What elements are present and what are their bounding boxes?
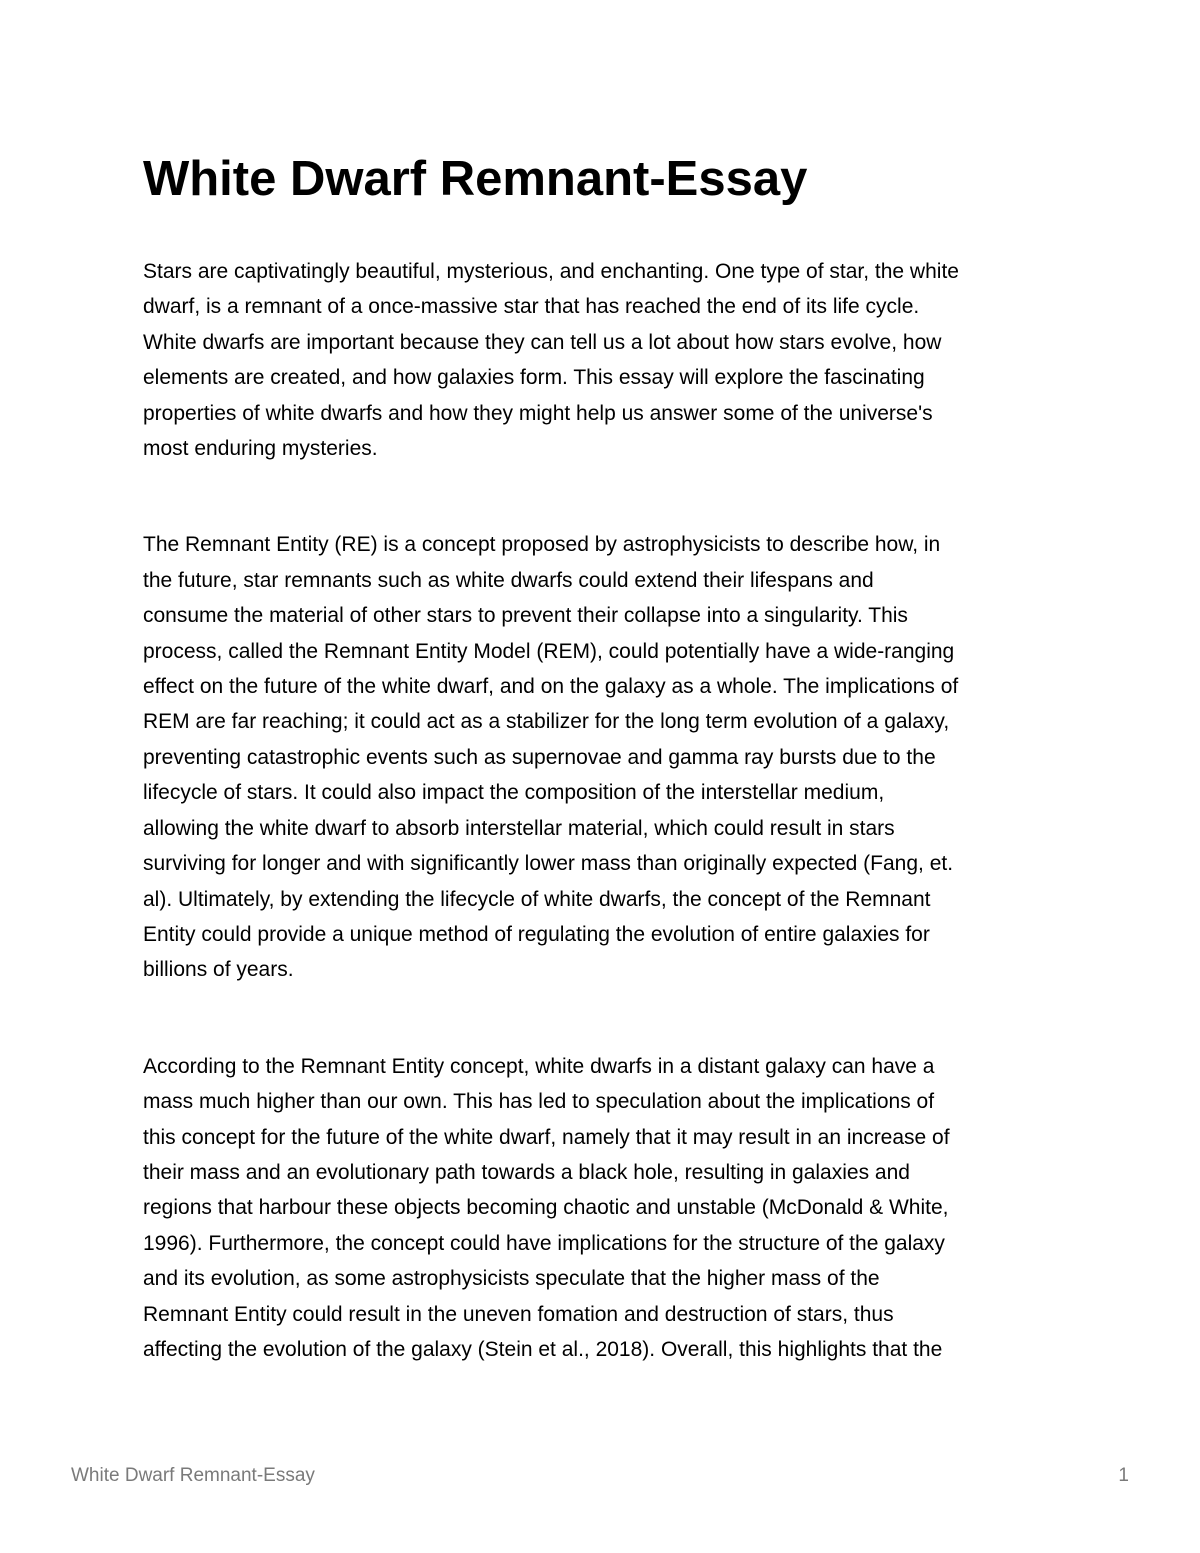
paragraph-line: allowing the white dwarf to absorb interstellar material, which could result in stars	[143, 816, 895, 840]
paragraph-line: billions of years.	[143, 958, 294, 982]
paragraph-line: consume the material of other stars to prevent their collapse into a singularity. This	[143, 604, 908, 628]
document-body	[143, 148, 1063, 1428]
paragraph-line: surviving for longer and with significantly lower mass than originally expected (Fang, et.	[143, 852, 954, 876]
document-title: White Dwarf Remnant-Essay	[143, 152, 808, 206]
paragraph-line: Stars are captivatingly beautiful, mysterious, and enchanting. One type of star, the white	[143, 260, 959, 283]
paragraph-line: effect on the future of the white dwarf, and on the galaxy as a whole. The implications of	[143, 675, 959, 699]
paragraph-line: and its evolution, as some astrophysicists speculate that the higher mass of the	[143, 1267, 880, 1291]
paragraph-line: According to the Remnant Entity concept, white dwarfs in a distant galaxy can have a	[143, 1054, 935, 1078]
paragraph-line: Remnant Entity could result in the uneven fomation and destruction of stars, thus	[143, 1302, 894, 1326]
paragraph-line: this concept for the future of the white dwarf, namely that it may result in an increase of	[143, 1125, 950, 1149]
paragraph-line: Entity could provide a unique method of regulating the evolution of entire galaxies for	[143, 922, 930, 946]
paragraph-line: regions that harbour these objects becoming chaotic and unstable (McDonald & White,	[143, 1196, 949, 1220]
paragraph-line: affecting the evolution of the galaxy (Stein et al., 2018). Overall, this highlights that the	[143, 1337, 943, 1361]
paragraph-line: REM are far reaching; it could act as a stabilizer for the long term evolution of a galaxy,	[143, 710, 950, 734]
footer-page-number: 1	[1118, 1465, 1129, 1486]
paragraph-line: elements are created, and how galaxies form. This essay will explore the fascinating	[143, 366, 925, 390]
paragraph-line: process, called the Remnant Entity Model (REM), could potentially have a wide-ranging	[143, 639, 955, 663]
paragraph-line: preventing catastrophic events such as supernovae and gamma ray bursts due to the	[143, 745, 936, 769]
paragraph-2	[143, 527, 1063, 987]
paragraph-line: The Remnant Entity (RE) is a concept proposed by astrophysicists to describe how, in	[143, 533, 941, 557]
page-footer	[71, 1465, 1129, 1495]
paragraph-line: al). Ultimately, by extending the lifecycle of white dwarfs, the concept of the Remnant	[143, 887, 931, 911]
footer-document-title: White Dwarf Remnant-Essay	[71, 1465, 315, 1486]
paragraph-line: properties of white dwarfs and how they might help us answer some of the universe's	[143, 401, 933, 425]
paragraph-line: White dwarfs are important because they can tell us a lot about how stars evolve, how	[143, 330, 942, 354]
paragraph-line: their mass and an evolutionary path towards a black hole, resulting in galaxies and	[143, 1160, 910, 1184]
paragraph-3	[143, 1049, 1063, 1368]
paragraph-line: most enduring mysteries.	[143, 437, 378, 461]
paragraph-1	[143, 254, 1063, 466]
paragraph-line: 1996). Furthermore, the concept could have implications for the structure of the galaxy	[143, 1231, 945, 1255]
paragraph-line: mass much higher than our own. This has led to speculation about the implications of	[143, 1090, 935, 1114]
paragraph-line: dwarf, is a remnant of a once-massive star that has reached the end of its life cycle.	[143, 295, 920, 319]
paragraph-line: the future, star remnants such as white dwarfs could extend their lifespans and	[143, 568, 874, 592]
paragraph-line: lifecycle of stars. It could also impact the composition of the interstellar medium,	[143, 781, 885, 805]
